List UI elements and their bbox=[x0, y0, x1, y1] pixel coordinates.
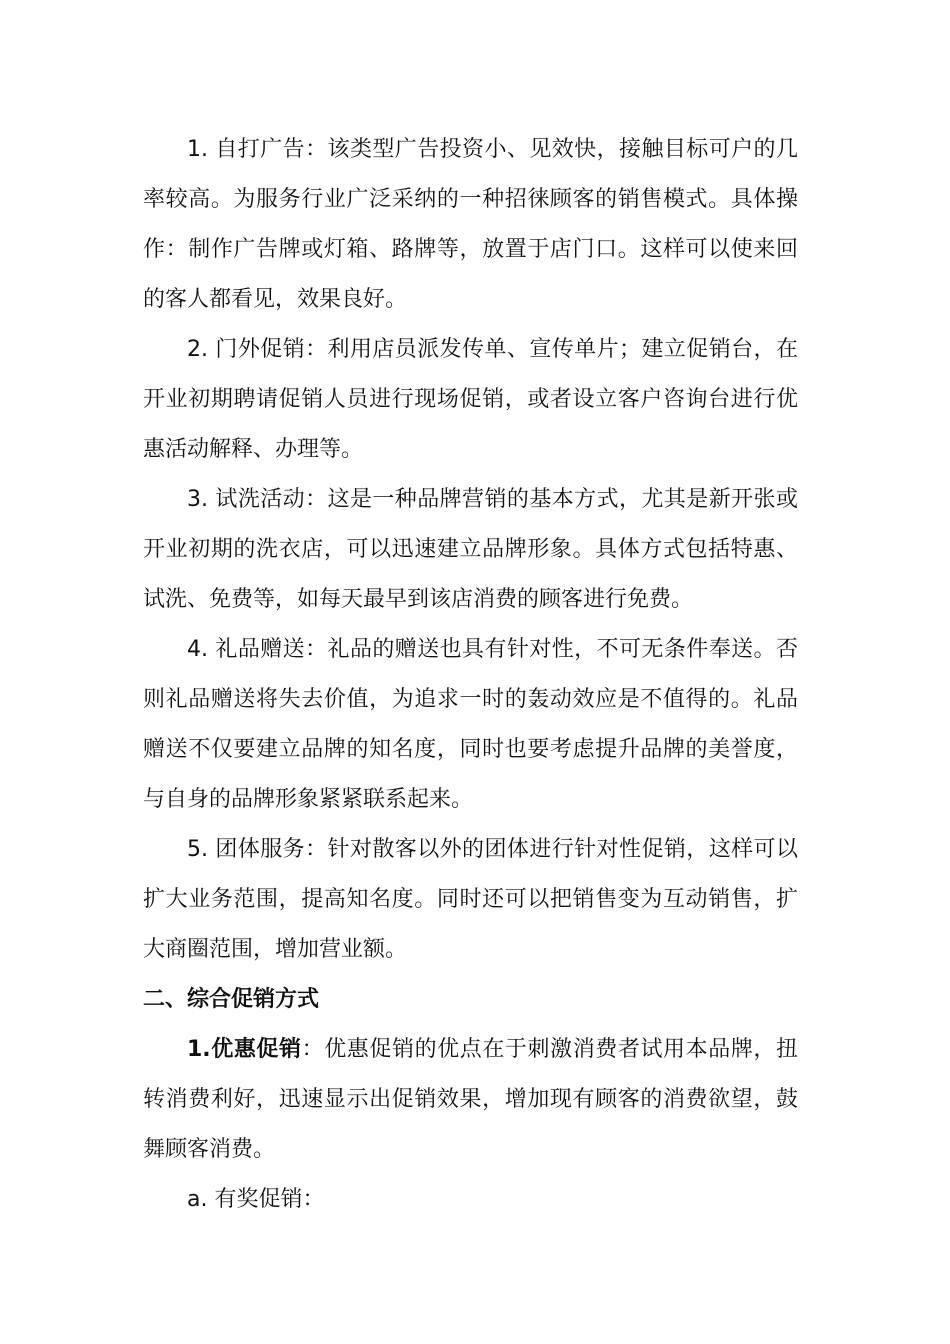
paragraph-discount-promotion bbox=[143, 1025, 798, 1175]
discount-promotion-text: ：优惠促销的优点在于刺激消费者试用本品牌，扭转消费利好，迅速显示出促销效果，增加现有顾客的消费欲望，鼓舞顾客消费。 bbox=[143, 1037, 798, 1162]
section-heading: 二、综合促销方式 bbox=[143, 987, 320, 1012]
paragraph-group-service: 5. 团体服务：针对散客以外的团体进行针对性促销，这样可以扩大业务范围，提高知名度。同时还可以把销售变为互动销售，扩大商圈范围，增加营业额。 bbox=[143, 837, 798, 962]
paragraph-gift-giving: 4. 礼品赠送：礼品的赠送也具有针对性，不可无条件奉送。否则礼品赠送将失去价值，为追求一时的轰动效应是不值得的。礼品赠送不仅要建立品牌的知名度，同时也要考虑提升品牌的美誉度，与自身的品牌形象紧紧联系起来。 bbox=[143, 637, 798, 812]
paragraph-self-advertising: 1. 自打广告：该类型广告投资小、见效快，接触目标可户的几率较高。为服务行业广泛采纳的一种招徕顾客的销售模式。具体操作：制作广告牌或灯箱、路牌等，放置于店门口。这样可以使来回的客人都看见，效果良好。 bbox=[143, 137, 798, 312]
paragraph-outdoor-promotion: 2. 门外促销：利用店员派发传单、宣传单片；建立促销台，在开业初期聘请促销人员进行现场促销，或者设立客户咨询台进行优惠活动解释、办理等。 bbox=[143, 337, 798, 462]
document-page bbox=[143, 125, 798, 1225]
discount-promotion-lead: 1.优惠促销 bbox=[187, 1037, 302, 1062]
sub-item-prize-promotion: a. 有奖促销： bbox=[187, 1187, 325, 1212]
paragraph-trial-wash: 3. 试洗活动：这是一种品牌营销的基本方式，尤其是新开张或开业初期的洗衣店，可以迅速建立品牌形象。具体方式包括特惠、试洗、免费等，如每天最早到该店消费的顾客进行免费。 bbox=[143, 487, 798, 612]
